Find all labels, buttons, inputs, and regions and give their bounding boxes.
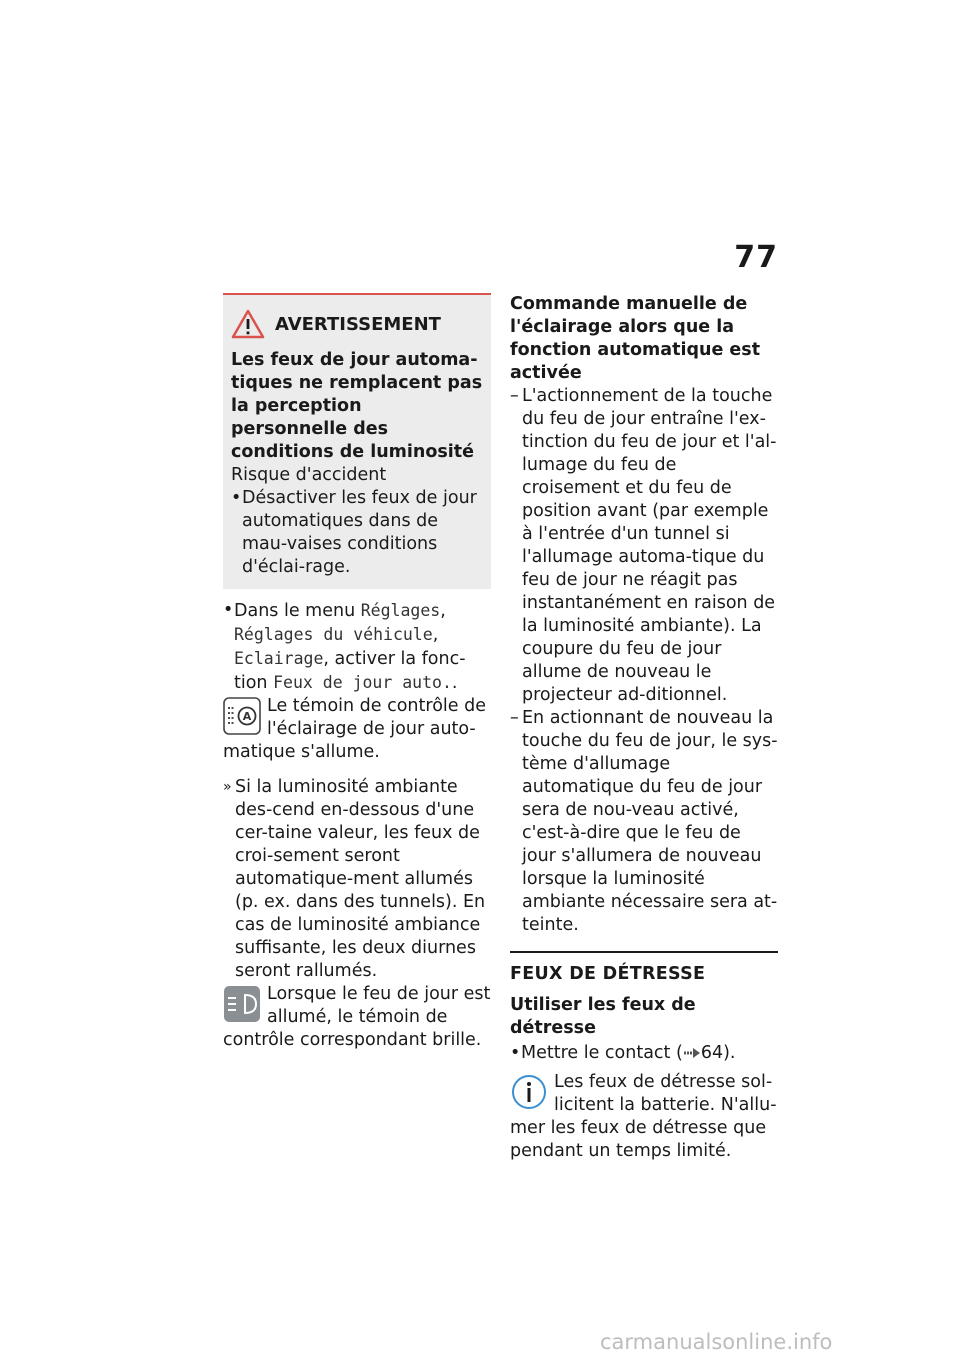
page-number: 77 (734, 240, 778, 275)
info-text: Les feux de détresse sol-licitent la batterie. N'allu-mer les feux de détresse que pendant un temps limité. (510, 1072, 777, 1161)
subheading: Utiliser les feux de détresse (510, 995, 696, 1038)
menu-path-auto-daylight: Feux de jour auto. (273, 673, 452, 692)
step-prefix: Dans le menu (234, 601, 361, 621)
daylight-indicator-note (223, 983, 491, 1052)
page-reference-arrow-icon[interactable] (683, 1047, 701, 1059)
warning-heading: Les feux de jour automa-tiques ne remplacent pas la perception personnelle des conditions de luminosité (231, 350, 483, 462)
info-note (510, 1071, 778, 1163)
menu-path-vehicle-settings: Réglages du véhicule (234, 625, 433, 644)
dash-marker-1: – (510, 386, 519, 406)
step-end: . (451, 673, 458, 693)
warning-title: AVERTISSEMENT (275, 313, 441, 335)
page-reference[interactable]: 64 (700, 1043, 724, 1063)
result-item (223, 776, 491, 983)
result-marker: » (223, 779, 232, 795)
menu-path-lighting: Eclairage (234, 649, 324, 668)
dash-marker-2: – (510, 708, 519, 728)
auto-daylight-indicator-icon (223, 697, 261, 735)
svg-text:A: A (242, 710, 252, 723)
right-column (510, 293, 778, 1163)
menu-path-settings: Réglages (360, 601, 441, 620)
ignition-step (510, 1042, 778, 1065)
ignition-suffix: ). (723, 1043, 736, 1063)
menu-step (223, 599, 491, 695)
info-icon (510, 1073, 548, 1111)
dash-text-1: L'actionnement de la touche du feu de jour entraîne l'ex-tinction du feu de jour et l'al-lumage du feu de croisement et du feu de position avant (par exemple à l'entrée d'un tunnel si l'allumage automa-tique du feu de jour ne réagit pas instantanément en raison de la luminosité ambiante). La coupure du feu de jour allume de nouveau le projecteur ad-ditionnel. (522, 386, 777, 705)
watermark: carmanualsonline.info (600, 1330, 833, 1354)
left-column (223, 293, 491, 1052)
manual-control-heading: Commande manuelle de l'éclairage alors que la fonction automatique est activée (510, 294, 761, 383)
warning-header (231, 309, 483, 339)
daylight-indicator-icon (223, 985, 261, 1023)
sep-2: , (432, 625, 439, 645)
ignition-prefix: Mettre le contact ( (521, 1043, 683, 1063)
auto-daylight-indicator-text: Le témoin de contrôle de l'éclairage de jour auto-matique s'allume. (223, 696, 486, 762)
section-title: FEUX DE DÉTRESSE (510, 964, 706, 984)
dash-text-2: En actionnant de nouveau la touche du feu de jour, le sys-tème d'allumage automatique du feu de jour sera de nou-veau activé, c'est-à-dire que le feu de jour s'allumera de nouveau lorsque la luminosité ambiante nécessaire sera at-teinte. (522, 708, 778, 935)
sep-1: , (440, 601, 446, 621)
dash-item-2 (510, 707, 778, 937)
auto-daylight-indicator-note (223, 695, 491, 764)
section-divider (510, 951, 778, 953)
warning-triangle-icon (231, 309, 265, 339)
daylight-indicator-text: Lorsque le feu de jour est allumé, le témoin de contrôle correspondant brille. (223, 984, 491, 1050)
dash-item-1 (510, 385, 778, 707)
result-text: Si la luminosité ambiante des-cend en-dessous d'une cer-taine valeur, les feux de croi-sement seront automatique-ment allumés (p. ex. dans des tunnels). En cas de luminosité ambiance suffisante, les deux diurnes seront rallumés. (235, 777, 486, 981)
warning-box (223, 293, 491, 589)
warning-risk: Risque d'accident (231, 465, 387, 485)
warning-bullet: • Désactiver les feux de jour automatiques dans de mau-vaises conditions d'éclai-rage. (231, 487, 483, 579)
step-mid: , activer la fonc-tion (234, 649, 466, 693)
